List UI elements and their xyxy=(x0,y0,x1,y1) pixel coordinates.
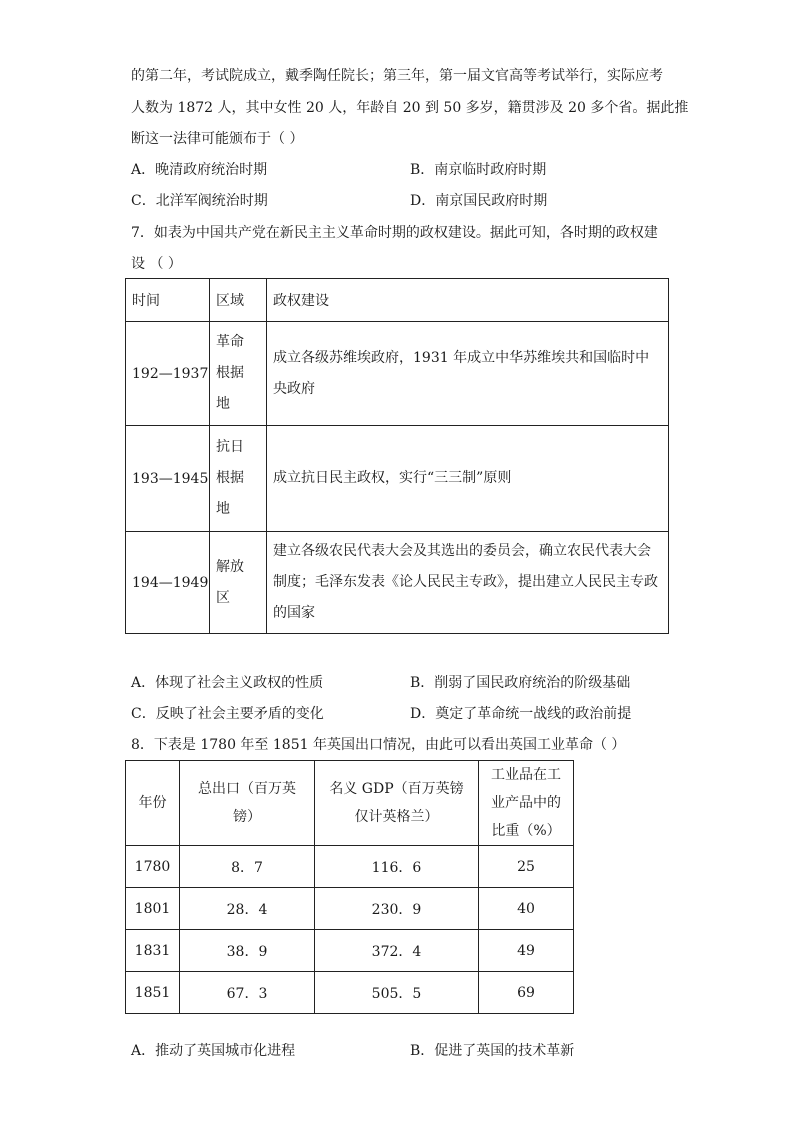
q6-option-c[interactable]: C．北洋军阀统治时期 xyxy=(131,193,268,209)
q7-stem: 7．如表为中国共产党在新民主主义革命时期的政权建设。据此可知，各时期的政权建 xyxy=(131,225,658,241)
table-cell: 372．4 xyxy=(315,930,479,972)
q7-option-d[interactable]: D．奠定了革命统一战线的政治前提 xyxy=(410,706,632,722)
table-cell: 1851 xyxy=(126,972,180,1014)
question-text-line: 断这一法律可能颁布于（ ） xyxy=(131,131,304,147)
table-cell: 69 xyxy=(479,972,574,1014)
table-header-cell: 总出口（百万英镑） xyxy=(180,761,315,846)
table-cell-region xyxy=(210,322,267,426)
region-text: 根据 xyxy=(216,470,244,486)
table-row xyxy=(126,930,574,972)
table-row xyxy=(126,888,574,930)
table-cell: 67．3 xyxy=(180,972,315,1014)
table-row xyxy=(126,426,669,532)
table-cell-period: 192—1937 xyxy=(126,322,210,426)
table-cell-region xyxy=(210,532,267,634)
q6-option-d[interactable]: D．南京国民政府时期 xyxy=(410,193,548,209)
table-cell: 28．4 xyxy=(180,888,315,930)
q7-option-c[interactable]: C．反映了社会主要矛盾的变化 xyxy=(131,706,324,722)
table-row xyxy=(126,322,669,426)
table-header-cell: 政权建设 xyxy=(267,279,669,322)
q7-stem-cont: 设 （ ） xyxy=(131,256,182,272)
question-text-line: 人数为 1872 人，其中女性 20 人，年龄自 20 到 50 多岁，籍贯涉及 20 多个省。据此推 xyxy=(131,100,689,116)
table-header-cell: 区域 xyxy=(210,279,267,322)
table-row xyxy=(126,846,574,888)
table-cell: 40 xyxy=(479,888,574,930)
q6-option-b[interactable]: B．南京临时政府时期 xyxy=(410,162,547,178)
table-cell: 230．9 xyxy=(315,888,479,930)
table-row xyxy=(126,972,574,1014)
table-cell-period: 193—1945 xyxy=(126,426,210,532)
table-cell-region xyxy=(210,426,267,532)
q8-option-b[interactable]: B．促进了英国的技术革新 xyxy=(410,1043,575,1059)
table-cell-content: 建立各级农民代表大会及其选出的委员会，确立农民代表大会制度；毛泽东发表《论人民民主专政》，提出建立人民民主专政的国家 xyxy=(267,532,669,634)
table-cell-period: 194—1949 xyxy=(126,532,210,634)
q8-option-a[interactable]: A．推动了英国城市化进程 xyxy=(131,1043,296,1059)
table-cell: 116．6 xyxy=(315,846,479,888)
q7-option-b[interactable]: B．削弱了国民政府统治的阶级基础 xyxy=(410,675,631,691)
table-cell: 505．5 xyxy=(315,972,479,1014)
q6-option-a[interactable]: A．晚清政府统治时期 xyxy=(131,162,268,178)
table-header-cell: 时间 xyxy=(126,279,210,322)
table-header-row xyxy=(126,761,574,846)
table-cell-content: 成立抗日民主政权，实行“三三制”原则 xyxy=(267,426,669,532)
table-cell-content: 成立各级苏维埃政府，1931 年成立中华苏维埃共和国临时中央政府 xyxy=(267,322,669,426)
region-text: 革命 xyxy=(216,334,244,350)
region-text: 地 xyxy=(216,396,230,412)
region-text: 解放 xyxy=(216,558,244,575)
region-text: 抗日 xyxy=(216,439,244,455)
question-text-line: 的第二年，考试院成立，戴季陶任院长；第三年，第一届文官高等考试举行，实际应考 xyxy=(131,68,663,84)
q7-option-a[interactable]: A．体现了社会主义政权的性质 xyxy=(131,675,324,691)
table-cell: 1801 xyxy=(126,888,180,930)
table-header-cell: 名义 GDP（百万英镑仅计英格兰） xyxy=(315,761,479,846)
table-header-cell: 年份 xyxy=(126,761,180,846)
region-text: 区 xyxy=(216,589,230,606)
table-cell: 38．9 xyxy=(180,930,315,972)
table-cell: 1780 xyxy=(126,846,180,888)
table-cell: 8．7 xyxy=(180,846,315,888)
q7-regime-table xyxy=(125,278,669,634)
table-cell: 1831 xyxy=(126,930,180,972)
table-cell: 25 xyxy=(479,846,574,888)
q8-stem: 8．下表是 1780 年至 1851 年英国出口情况，由此可以看出英国工业革命（ ） xyxy=(131,737,626,753)
table-header-row xyxy=(126,279,669,322)
region-text: 地 xyxy=(216,501,230,517)
table-cell: 49 xyxy=(479,930,574,972)
table-header-cell: 工业品在工业产品中的比重（%） xyxy=(479,761,574,846)
region-text: 根据 xyxy=(216,365,244,381)
table-row xyxy=(126,532,669,634)
q8-export-table xyxy=(125,760,574,1014)
